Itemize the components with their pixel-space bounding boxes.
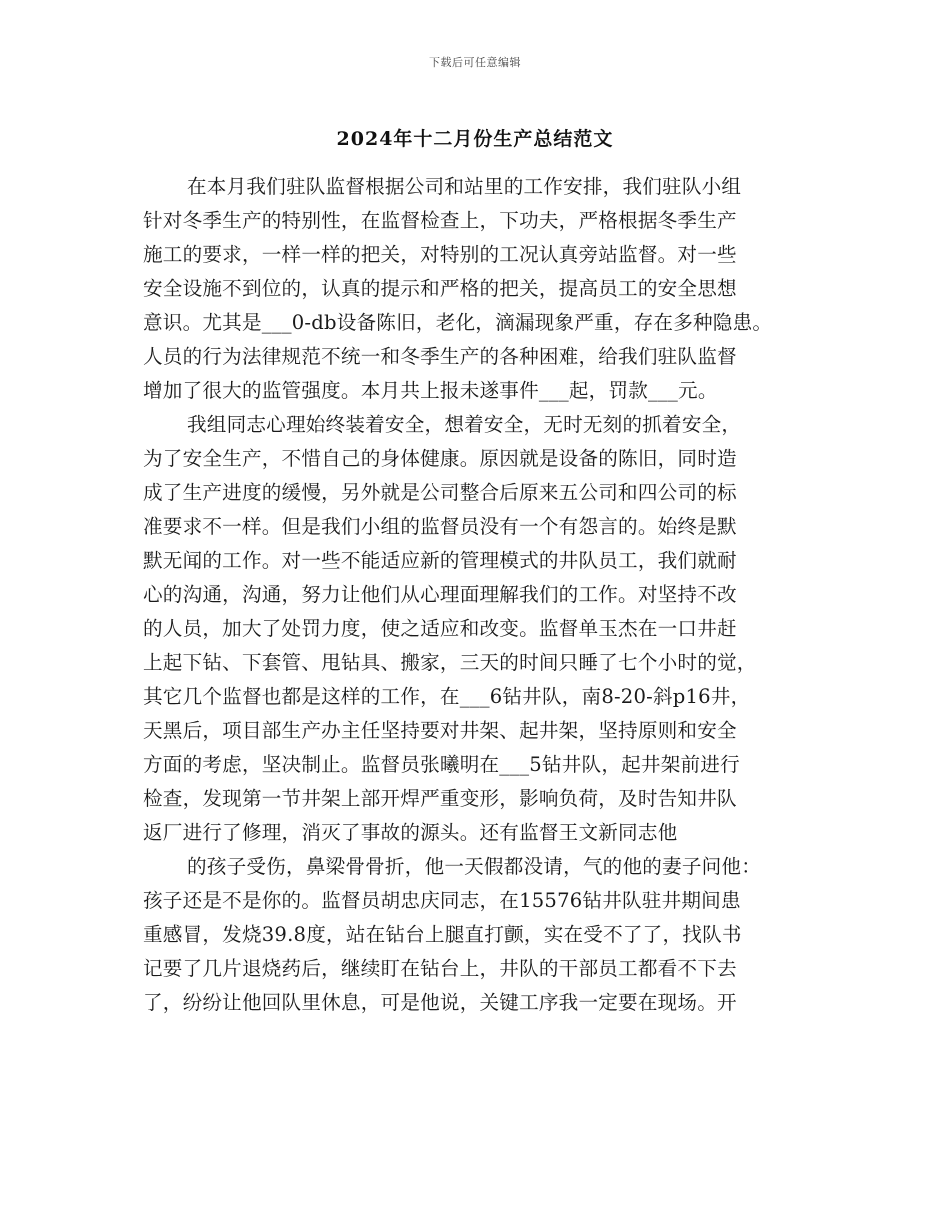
body-line: 重感冒，发烧39.8度，站在钻台上腿直打颤，实在受不了了，找队书: [143, 923, 742, 946]
body-line: 返厂进行了修理，消灭了事故的源头。还有监督王文新同志他: [143, 821, 678, 844]
body-line: 的人员，加大了处罚力度，使之适应和改变。监督单玉杰在一口井赶: [143, 617, 737, 640]
body-line: 在本月我们驻队监督根据公司和站里的工作安排，我们驻队小组: [187, 175, 742, 198]
body-line: 人员的行为法律规范不统一和冬季生产的各种困难，给我们驻队监督: [143, 345, 737, 368]
body-line: 心的沟通，沟通，努力让他们从心理面理解我们的工作。对坚持不改: [143, 583, 737, 606]
body-line: 记要了几片退烧药后，继续盯在钻台上，井队的干部员工都看不下去: [143, 957, 737, 980]
body-line: 准要求不一样。但是我们小组的监督员没有一个有怨言的。始终是默: [143, 515, 737, 538]
header-note: 下载后可任意编辑: [429, 56, 521, 69]
body-line: 我组同志心理始终装着安全，想着安全，无时无刻的抓着安全，: [187, 413, 742, 436]
body-line: 天黑后，项目部生产办主任坚持要对井架、起井架，坚持原则和安全: [143, 719, 737, 742]
body-line: 上起下钻、下套管、甩钻具、搬家，三天的时间只睡了七个小时的觉，: [143, 651, 757, 674]
body-line: 增加了很大的监管强度。本月共上报未遂事件___起，罚款___元。: [143, 379, 718, 402]
body-line: 方面的考虑，坚决制止。监督员张曦明在___5钻井队，起井架前进行: [143, 753, 740, 776]
body-line: 孩子还是不是你的。监督员胡忠庆同志，在15576钻井队驻井期间患: [143, 889, 741, 912]
body-line: 默无闻的工作。对一些不能适应新的管理模式的井队员工，我们就耐: [143, 549, 737, 572]
document-body: [143, 170, 819, 1020]
body-line: 为了安全生产，不惜自己的身体健康。原因就是设备的陈旧，同时造: [143, 447, 737, 470]
document-title: 2024年十二月份生产总结范文: [336, 128, 614, 150]
body-line: 成了生产进度的缓慢，另外就是公司整合后原来五公司和四公司的标: [143, 481, 737, 504]
body-line: 的孩子受伤，鼻梁骨骨折，他一天假都没请，气的他的妻子问他：: [187, 855, 762, 878]
body-line: 安全设施不到位的，认真的提示和严格的把关，提高员工的安全思想: [143, 277, 737, 300]
body-line: 检查，发现第一节井架上部开焊严重变形，影响负荷，及时告知井队: [143, 787, 737, 810]
body-line: 意识。尤其是___0-db设备陈旧，老化，滴漏现象严重，存在多种隐患。: [143, 311, 773, 334]
body-line: 了，纷纷让他回队里休息，可是他说，关键工序我一定要在现场。开: [143, 991, 737, 1014]
body-line: 施工的要求，一样一样的把关，对特别的工况认真旁站监督。对一些: [143, 243, 737, 266]
body-line: 其它几个监督也都是这样的工作，在___6钻井队，南8-20-斜p16井，: [143, 685, 751, 708]
body-line: 针对冬季生产的特别性，在监督检查上，下功夫，严格根据冬季生产: [143, 209, 737, 232]
